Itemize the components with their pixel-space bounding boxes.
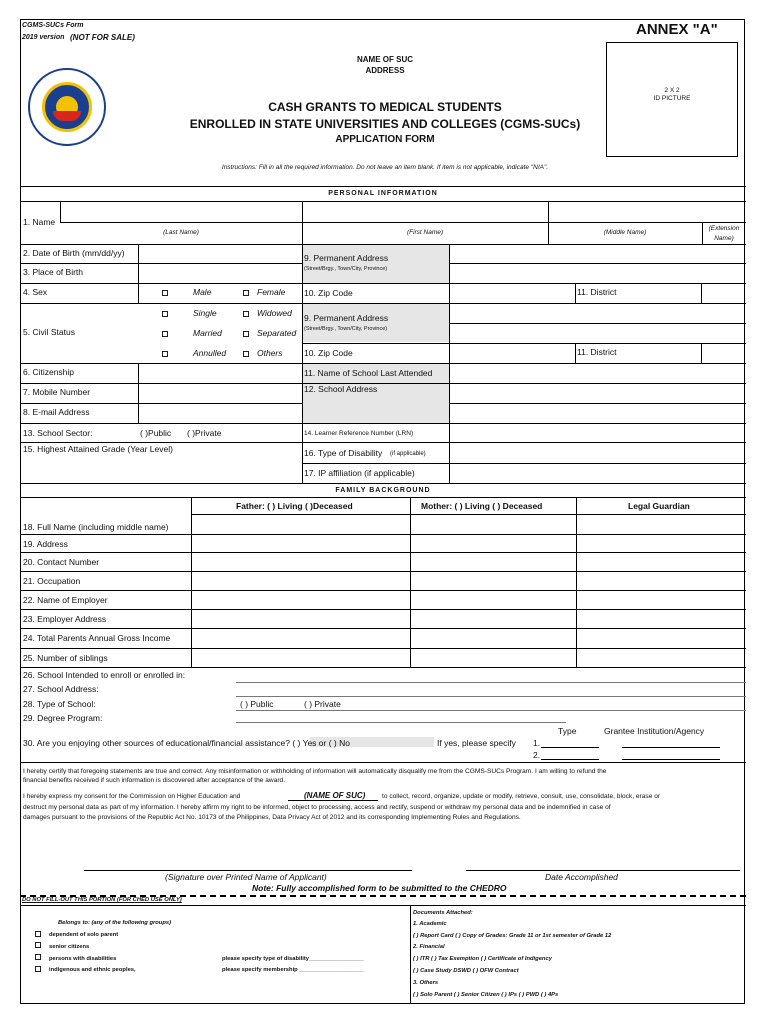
cert-p1b: financial benefits received if such information is discovered after acceptance of the award. bbox=[23, 777, 286, 784]
family-row-divider bbox=[20, 648, 746, 649]
type-col-label: Type bbox=[558, 726, 577, 736]
family-section-title: FAMILY BACKGROUND bbox=[335, 487, 431, 494]
district-label: 11. District bbox=[577, 287, 617, 297]
guardian-row-25-input[interactable] bbox=[578, 650, 744, 666]
district-input[interactable] bbox=[703, 285, 745, 301]
female-label: Female bbox=[257, 287, 286, 297]
email-label: 8. E-mail Address bbox=[23, 407, 90, 417]
father-row-21-input[interactable] bbox=[193, 573, 408, 589]
pob-label: 3. Place of Birth bbox=[23, 267, 84, 277]
personal-section-title: PERSONAL INFORMATION bbox=[328, 190, 438, 197]
guardian-row-22-input[interactable] bbox=[578, 592, 744, 608]
family-row-label: 20. Contact Number bbox=[23, 557, 100, 567]
document-item: 3. Others bbox=[413, 980, 439, 986]
docs-title: Documents Attached: bbox=[413, 910, 473, 916]
family-row-divider bbox=[20, 552, 746, 553]
form-code: CGMS-SUCs Form bbox=[22, 22, 84, 29]
middle-name-label: (Middle Name) bbox=[603, 229, 647, 236]
degree-program-label: 29. Degree Program: bbox=[23, 713, 103, 723]
group-ip: indigenous and ethnic peoples, bbox=[49, 967, 136, 973]
id-picture-label: ID PICTURE bbox=[653, 95, 691, 102]
mother-row-23-input[interactable] bbox=[412, 611, 574, 627]
instructions: Instructions: Fill in all the required information. Do not leave an item blank. If item is not applicable, indicate "N/A". bbox=[221, 164, 549, 171]
last-school-label: 11. Name of School Last Attended bbox=[304, 368, 433, 378]
guardian-row-23-input[interactable] bbox=[578, 611, 744, 627]
document-item: ( ) Case Study DSWD ( ) OFW Contract bbox=[413, 968, 519, 974]
assistance-item-1: 1. bbox=[533, 738, 541, 748]
extension-name-label-2: Name) bbox=[714, 235, 734, 242]
document-item: ( ) Report Card ( ) Copy of Grades: Grade 11 or 1st semester of Grade 12 bbox=[413, 933, 612, 939]
cert-p1: I hereby certify that foregoing statements are true and correct. Any misinformation or withholding of information will automatically disqualify me from the CGMS-SUCs Program. I am willing to refund the bbox=[23, 768, 607, 775]
father-row-22-input[interactable] bbox=[193, 592, 408, 608]
male-checkbox[interactable] bbox=[162, 290, 168, 296]
single-checkbox[interactable] bbox=[162, 311, 168, 317]
title-line-1: CASH GRANTS TO MEDICAL STUDENTS bbox=[268, 100, 502, 114]
father-row-18-input[interactable] bbox=[193, 516, 408, 533]
first-name-input[interactable] bbox=[304, 204, 546, 220]
perm-address-2-label: 9. Permanent Address bbox=[304, 313, 389, 323]
father-row-24-input[interactable] bbox=[193, 630, 408, 647]
widowed-checkbox[interactable] bbox=[243, 311, 249, 317]
zip-2-label: 10. Zip Code bbox=[304, 348, 353, 358]
suc-address: ADDRESS bbox=[365, 66, 405, 75]
ched-seal-icon bbox=[28, 68, 106, 146]
district-2-label: 11. District bbox=[577, 347, 617, 357]
zip-input[interactable] bbox=[451, 285, 573, 301]
cert-p2c: destruct my personal data as part of my information. I hereby affirm my right to be informed, object to processing, access and rectify, suspend or withdraw my personal data and be indemnified in case of bbox=[23, 804, 611, 811]
school-address-label: 12. School Address bbox=[304, 384, 378, 394]
name-label: 1. Name bbox=[23, 217, 56, 227]
public-option[interactable]: ( )Public bbox=[140, 428, 172, 438]
mother-row-18-input[interactable] bbox=[412, 516, 574, 533]
guardian-row-18-input[interactable] bbox=[578, 516, 744, 533]
last-name-input[interactable] bbox=[62, 204, 300, 220]
single-label: Single bbox=[193, 308, 217, 318]
mother-row-22-input[interactable] bbox=[412, 592, 574, 608]
mother-row-25-input[interactable] bbox=[412, 650, 574, 666]
type-public-option[interactable]: ( ) Public bbox=[240, 699, 274, 709]
ip-checkbox[interactable] bbox=[35, 966, 41, 972]
others-label: Others bbox=[257, 348, 283, 358]
sex-label: 4. Sex bbox=[23, 287, 48, 297]
private-option[interactable]: ( )Private bbox=[187, 428, 222, 438]
applicant-signature-field[interactable] bbox=[84, 838, 412, 870]
if-yes-label: If yes, please specify bbox=[437, 738, 516, 748]
highest-grade-label: 15. Highest Attained Grade (Year Level) bbox=[23, 444, 173, 454]
solo-parent-checkbox[interactable] bbox=[35, 931, 41, 937]
disability-sub: (if applicable) bbox=[390, 451, 426, 457]
father-row-25-input[interactable] bbox=[193, 650, 408, 666]
family-row-label: 19. Address bbox=[23, 539, 68, 549]
not-for-sale: (NOT FOR SALE) bbox=[70, 33, 135, 42]
mother-row-20-input[interactable] bbox=[412, 554, 574, 570]
others-checkbox[interactable] bbox=[243, 351, 249, 357]
type-private-option[interactable]: ( ) Private bbox=[304, 699, 341, 709]
separated-checkbox[interactable] bbox=[243, 331, 249, 337]
document-item: ( ) ITR ( ) Tax Exemption ( ) Certificate of Indigency bbox=[413, 956, 552, 962]
mother-header: Mother: ( ) Living ( ) Deceased bbox=[421, 501, 543, 511]
pob-input[interactable] bbox=[140, 265, 300, 281]
guardian-row-20-input[interactable] bbox=[578, 554, 744, 570]
citizenship-input[interactable] bbox=[140, 365, 300, 381]
last-name-label: (Last Name) bbox=[163, 229, 199, 236]
widowed-label: Widowed bbox=[257, 308, 292, 318]
specify-disability: please specify type of disability_________________ bbox=[222, 956, 364, 962]
mother-row-24-input[interactable] bbox=[412, 630, 574, 647]
family-row-label: 22. Name of Employer bbox=[23, 595, 108, 605]
lrn-label: 14. Learner Reference Number (LRN) bbox=[304, 430, 414, 437]
cert-p2a: I hereby express my consent for the Commission on Higher Education and bbox=[23, 793, 241, 800]
extension-name-label: (Extension bbox=[708, 225, 740, 232]
perm-address-2-sub: (Street/Brgy., Town/City, Province) bbox=[304, 326, 388, 332]
family-row-label: 21. Occupation bbox=[23, 576, 81, 586]
type-of-school-label: 28. Type of School: bbox=[23, 699, 96, 709]
pwd-checkbox[interactable] bbox=[35, 954, 41, 960]
mobile-input[interactable] bbox=[140, 385, 300, 401]
family-row-label: 18. Full Name (including middle name) bbox=[23, 522, 169, 532]
document-item: 1. Academic bbox=[413, 921, 447, 927]
family-row-divider bbox=[20, 628, 746, 629]
senior-citizen-checkbox[interactable] bbox=[35, 942, 41, 948]
father-row-23-input[interactable] bbox=[193, 611, 408, 627]
ip-label: 17. IP affiliation (if applicable) bbox=[304, 468, 415, 478]
dob-label: 2. Date of Birth (mm/dd/yy) bbox=[23, 248, 125, 258]
document-item: ( ) Solo Parent ( ) Senior Citizen ( ) IPs ( ) PWD ( ) 4Ps bbox=[413, 992, 559, 998]
family-row-divider bbox=[20, 571, 746, 572]
female-checkbox[interactable] bbox=[243, 290, 249, 296]
family-row-divider bbox=[20, 534, 746, 535]
civil-status-label: 5. Civil Status bbox=[23, 327, 75, 337]
specify-membership: please specify membership ____________________ bbox=[222, 967, 364, 973]
id-picture-size: 2 X 2 bbox=[664, 87, 680, 94]
email-input[interactable] bbox=[140, 405, 300, 421]
last-school-input[interactable] bbox=[451, 365, 745, 381]
family-row-label: 24. Total Parents Annual Gross Income bbox=[23, 633, 171, 643]
male-label: Male bbox=[193, 287, 212, 297]
family-row-label: 25. Number of siblings bbox=[23, 653, 108, 663]
school-address-2-label: 27. School Address: bbox=[23, 684, 99, 694]
cert-p2b: to collect, record, organize, update or modify, retrieve, consult, use, consolidate, block, erase or bbox=[382, 793, 661, 800]
title-line-3: APPLICATION FORM bbox=[335, 134, 435, 145]
family-row-divider bbox=[20, 609, 746, 610]
married-label: Married bbox=[193, 328, 222, 338]
date-accomplished-field[interactable] bbox=[466, 838, 740, 870]
annex-label: ANNEX "A" bbox=[636, 21, 718, 38]
signature-label: (Signature over Printed Name of Applicant) bbox=[165, 872, 327, 882]
separated-label: Separated bbox=[257, 328, 297, 338]
dob-input[interactable] bbox=[140, 246, 300, 262]
married-checkbox[interactable] bbox=[162, 331, 168, 337]
first-name-label: (First Name) bbox=[406, 229, 444, 236]
father-row-20-input[interactable] bbox=[193, 554, 408, 570]
disability-label: 16. Type of Disability bbox=[304, 448, 383, 458]
belongs-label: Belongs to: (any of the following groups) bbox=[58, 920, 172, 926]
perm-address-input[interactable] bbox=[451, 246, 745, 262]
grantee-col-label: Grantee Institution/Agency bbox=[604, 726, 705, 736]
ched-portion-title: DO NOT FILL-OUT THIS PORTION (FOR CHED USE ONLY) bbox=[22, 897, 182, 903]
guardian-row-19-input[interactable] bbox=[578, 536, 744, 551]
group-solo-parent: dependent of solo parent bbox=[49, 932, 119, 938]
perm-address-sub: (Street/Brgy., Town/City, Province) bbox=[304, 266, 388, 272]
family-row-label: 23. Employer Address bbox=[23, 614, 107, 624]
lrn-input[interactable] bbox=[451, 425, 745, 441]
submission-note: Note: Fully accomplished form to be submitted to the CHEDRO bbox=[252, 883, 507, 893]
suc-name: NAME OF SUC bbox=[357, 55, 413, 64]
assistance-item-2: 2. bbox=[533, 750, 541, 760]
school-sector-label: 13. School Sector: bbox=[23, 428, 93, 438]
father-row-19-input[interactable] bbox=[193, 536, 408, 551]
school-intended-label: 26. School Intended to enroll or enrolled in: bbox=[23, 670, 186, 680]
annulled-label: Annulled bbox=[193, 348, 227, 358]
guardian-row-24-input[interactable] bbox=[578, 630, 744, 647]
annulled-checkbox[interactable] bbox=[162, 351, 168, 357]
guardian-header: Legal Guardian bbox=[628, 501, 690, 511]
document-item: 2. Financial bbox=[413, 944, 445, 950]
father-header: Father: ( ) Living ( )Deceased bbox=[236, 501, 353, 511]
form-version: 2019 version bbox=[22, 34, 65, 41]
cert-p2d: damages pursuant to the provisions of the Republic Act No. 10173 of the Philippines, Data Privacy Act of 2012 and its corresponding Implementing Rules and Regulations. bbox=[23, 814, 521, 821]
guardian-row-21-input[interactable] bbox=[578, 573, 744, 589]
cert-suc-name: (NAME OF SUC) bbox=[304, 791, 366, 800]
group-senior: senior citizens bbox=[49, 944, 90, 950]
perm-address-label: 9. Permanent Address bbox=[304, 253, 389, 263]
other-sources-label: 30. Are you enjoying other sources of educational/financial assistance? ( ) Yes or ( ) No bbox=[23, 738, 350, 748]
zip-label: 10. Zip Code bbox=[304, 288, 353, 298]
mother-row-21-input[interactable] bbox=[412, 573, 574, 589]
middle-name-input[interactable] bbox=[550, 204, 744, 220]
date-label: Date Accomplished bbox=[545, 872, 618, 882]
family-row-divider bbox=[20, 590, 746, 591]
group-pwd: persons with disabilities bbox=[49, 956, 117, 962]
title-line-2: ENROLLED IN STATE UNIVERSITIES AND COLLEGES (CGMS-SUCs) bbox=[189, 117, 581, 131]
citizenship-label: 6. Citizenship bbox=[23, 367, 75, 377]
mobile-label: 7. Mobile Number bbox=[23, 387, 91, 397]
mother-row-19-input[interactable] bbox=[412, 536, 574, 551]
